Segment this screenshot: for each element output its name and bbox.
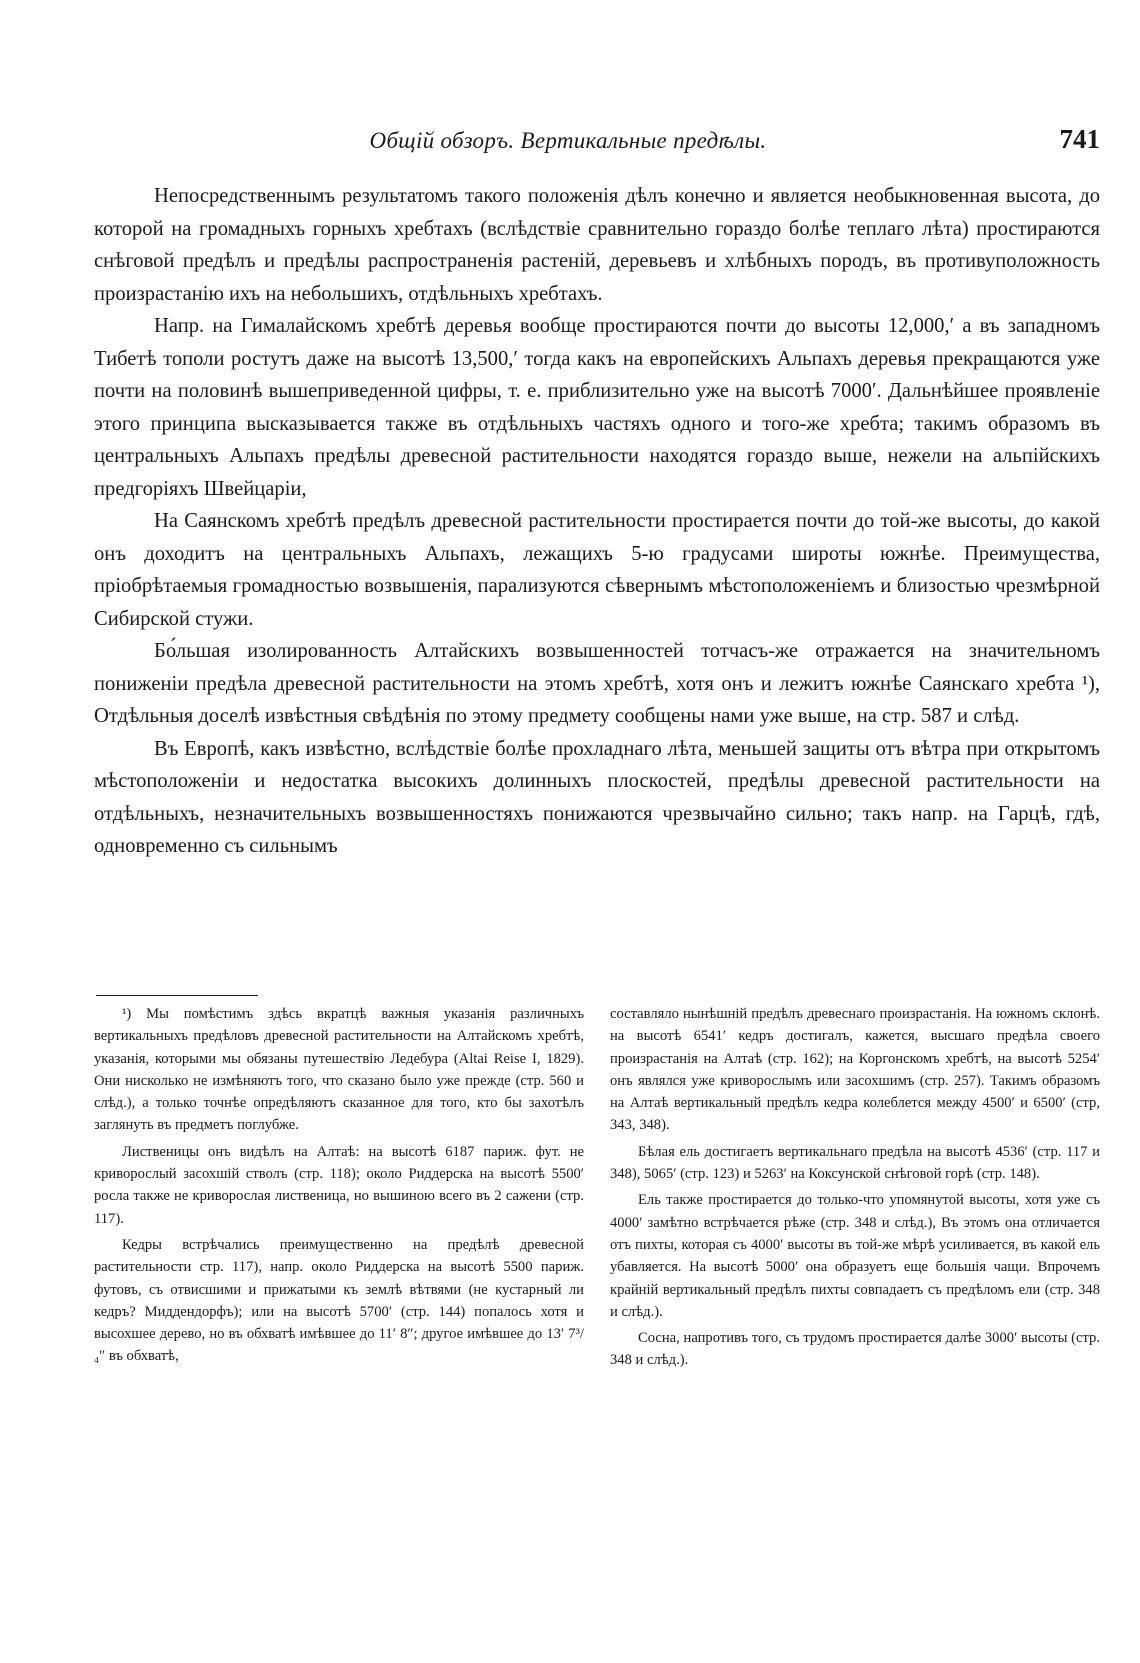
footnote-column-right <box>610 1003 1100 1376</box>
main-text <box>94 180 1100 863</box>
footnote-paragraph: Бѣлая ель достигаетъ вертикальнаго предѣла на высотѣ 4536′ (стр. 117 и 348), 5065′ (стр. 123) и 5263′ на Коксунской снѣговой горѣ (стр. 148). <box>610 1143 1100 1183</box>
footnote-paragraph: ¹) Мы помѣстимъ здѣсь вкратцѣ важныя указанія различныхъ вертикальныхъ предѣловъ древесной растительности на Алтайскомъ хребтѣ, указанія, которыми мы обязаны путешествію Ледебура (Altai Reise I, 1829). Они нисколько не измѣняютъ того, что сказано было уже прежде (стр. 560 и слѣд.), а только точнѣе опредѣляютъ сказанное для того, кто бы захотѣлъ заглянуть въ предметъ поглубже. <box>94 1006 584 1134</box>
paragraph: На Саянскомъ хребтѣ предѣлъ древесной растительности простирается почти до той-же высоты, до какой онъ доходитъ на центральныхъ Альпахъ, лежащихъ 5-ю градусами широты южнѣе. Преимущества, пріобрѣтаемыя громадностью возвышенія, парализуются сѣвернымъ мѣстоположеніемъ и близостью чрезмѣрной Сибирской стужи. <box>94 510 1100 630</box>
footnote-paragraph: Сосна, напротивъ того, съ трудомъ простирается далѣе 3000′ высоты (стр. 348 и слѣд.). <box>610 1330 1100 1369</box>
footnote-paragraph: Лиственицы онъ видѣлъ на Алтаѣ: на высотѣ 6187 париж. фут. не криворослый засохшій стволъ (стр. 118); около Риддерска на высотѣ 5500′ росла также не криворослая лиственица, но вышиною всего въ 2 сажени (стр. 117). <box>94 1143 584 1227</box>
paragraph: Напр. на Гималайскомъ хребтѣ деревья вообще простираются почти до высоты 12,000,′ а въ западномъ Тибетѣ тополи ростутъ даже на высотѣ 13,500,′ тогда какъ на европейскихъ Альпахъ деревья прекращаются уже почти на половинѣ вышеприведенной цифры, т. е. приблизительно уже на высотѣ 7000′. Дальнѣйшее проявленіе этого принципа высказывается также въ отдѣльныхъ частяхъ одного и того-же хребта; такимъ образомъ въ центральныхъ Альпахъ предѣлы древесной растительности находятся гораздо выше, нежели на альпійскихъ предгоріяхъ Швейцаріи, <box>94 315 1100 500</box>
footnote-paragraph: Ель также простирается до только-что упомянутой высоты, хотя уже съ 4000′ замѣтно встрѣчается рѣже (стр. 348 и слѣд.), Въ этомъ она отличается отъ пихты, которая съ 4000′ высоты въ той-же мѣрѣ усиливается, въ какой ель убавляется. На высотѣ 5000′ она образуетъ еще большія чащи. Впрочемъ крайній вертикальный предѣлъ пихты совпадаетъ съ предѣломъ ели (стр. 348 и слѣд.). <box>610 1192 1100 1320</box>
paragraph: Бо́льшая изолированность Алтайскихъ возвышенностей тотчасъ-же отражается на значительномъ пониженіи предѣла древесной растительности на этомъ хребтѣ, хотя онъ и лежитъ южнѣе Саянскаго хребта ¹), Отдѣльныя доселѣ извѣстныя свѣдѣнія по этому предмету сообщены нами уже выше, на стр. 587 и слѣд. <box>94 640 1100 727</box>
paragraph: Въ Европѣ, какъ извѣстно, вслѣдствіе болѣе прохладнаго лѣта, меньшей защиты отъ вѣтра при открытомъ мѣстоположеніи и недостатка высокихъ долинныхъ плоскостей, предѣлы древесной растительности на отдѣльныхъ, незначительныхъ возвышенностяхъ понижаются чрезвычайно сильно; такъ напр. на Гарцѣ, гдѣ, одновременно съ сильнымъ <box>94 737 1100 857</box>
footnote-paragraph: Кедры встрѣчались преимущественно на предѣлѣ древесной растительности стр. 117), напр. около Риддерска на высотѣ 5500 париж. футовъ, съ отвисшими и прижатыми къ землѣ вѣтвями (не кустарный ли кедръ? Миддендорфъ); или на высотѣ 5700′ (стр. 144) попалось хотя и высохшее дерево, но въ обхватѣ имѣвшее до 11′ 8″; другое имѣвшее до 13′ 7³/₄″ въ обхватѣ, <box>94 1236 584 1365</box>
footnotes <box>94 1003 1100 1376</box>
footnote-column-left <box>94 1003 584 1376</box>
running-title: Общій обзоръ. Вертикальные предѣлы. <box>369 128 767 153</box>
page-number: 741 <box>1059 124 1100 154</box>
footnote-paragraph: составляло нынѣшній предѣлъ древеснаго произрастанія. На южномъ склонѣ. на высотѣ 6541′ кедръ достигалъ, кажется, высшаго предѣла своего произрастанія на Алтаѣ (стр. 162); на Коргонскомъ хребтѣ, на высотѣ 5254′ онъ являлся уже криворослымъ или засохшимъ (стр. 257). Такимъ образомъ на Алтаѣ вертикальный предѣлъ кедра колеблется между 4500′ и 6500′ (стр, 343, 348). <box>610 1006 1100 1134</box>
page-header <box>96 124 1100 164</box>
footnote-divider <box>96 995 258 996</box>
paragraph: Непосредственнымъ результатомъ такого положенія дѣлъ конечно и является необыкновенная высота, до которой на громадныхъ горныхъ хребтахъ (вслѣдствіе сравнительно гораздо болѣе теплаго лѣта) простираются снѣговой предѣлъ и предѣлы распространенія растеній, деревьевъ и хлѣбныхъ породъ, въ противуположность произрастанію ихъ на небольшихъ, отдѣльныхъ хребтахъ. <box>94 185 1100 305</box>
